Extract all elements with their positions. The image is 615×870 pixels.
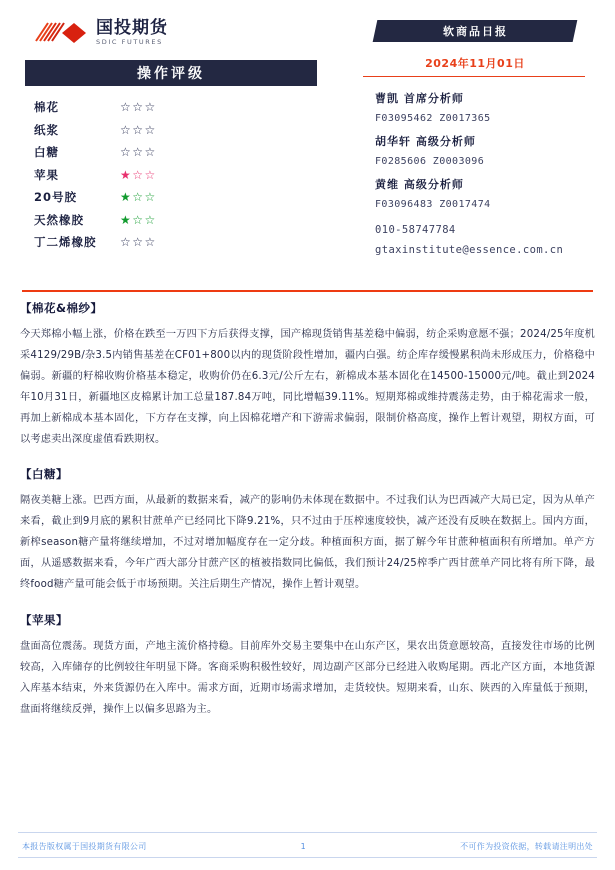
section-title: 【苹果】 xyxy=(20,612,68,627)
report-section xyxy=(18,612,597,721)
star-empty-icon: ☆ xyxy=(144,190,157,205)
rating-row-label: 纸浆 xyxy=(34,122,59,137)
header-divider xyxy=(22,290,593,292)
footer-disclaimer: 不可作为投资依据，转载请注明出处 xyxy=(460,842,593,851)
contact-phone: 010-58747784 xyxy=(375,224,456,236)
rating-row-label: 白糖 xyxy=(34,145,59,160)
section-title: 【白糖】 xyxy=(20,467,68,482)
star-empty-icon: ☆ xyxy=(120,145,133,160)
report-title-banner xyxy=(373,20,578,42)
rating-row-label: 20号胶 xyxy=(34,190,78,205)
star-empty-icon: ☆ xyxy=(132,167,145,182)
report-section xyxy=(18,466,597,596)
star-empty-icon: ☆ xyxy=(144,235,157,250)
contact-block xyxy=(375,224,593,256)
analyst-name: 曹凯 首席分析师 xyxy=(375,92,464,105)
rating-panel-title: 操作评级 xyxy=(25,60,317,86)
rating-stars xyxy=(120,213,157,227)
rating-stars xyxy=(120,235,157,249)
analyst-list xyxy=(375,90,593,210)
section-title: 【棉花&棉纱】 xyxy=(20,301,103,315)
rating-stars xyxy=(120,190,157,204)
rating-stars xyxy=(120,100,157,114)
rating-list xyxy=(34,96,322,254)
rating-row-label: 苹果 xyxy=(34,167,59,182)
star-empty-icon: ☆ xyxy=(144,167,157,182)
star-empty-icon: ☆ xyxy=(132,122,145,137)
star-empty-icon: ☆ xyxy=(144,212,157,227)
rating-row-label: 棉花 xyxy=(34,100,59,115)
section-body: 今天郑棉小幅上涨，价格在跌至一万四下方后获得支撑，国产棉现货销售基差稳中偏弱，纺企采购意愿不强；2024/25年度机采4129/29B/杂3.5内销售基差在CF01+800以内的现货阶段性增加，疆内白强。纺企库存缓慢累积尚未形成压力，价格稳中偏弱。新疆的籽棉收购价格基本稳定，收购价仍在6.3元/公斤左右，新棉成本基本固化在14500-15000元/吨。截止到2024年10月31日，新疆地区皮棉累计加工总量187.84万吨，同比增幅39.11%。短期郑棉或维持震荡走势，由于棉花需求一般，再加上新棉成本基本固化，下方存在支撑，向上因棉花增产和下游需求偏弱，限制价格高度，操作上暂计观望，期权方面，可以考虑卖出深度虚值看跌期权。 xyxy=(20,329,595,445)
brand-name-cn: 国投期货 xyxy=(96,18,168,39)
date-divider xyxy=(363,76,585,77)
star-empty-icon: ☆ xyxy=(132,100,145,115)
analyst-name: 黄维 高级分析师 xyxy=(375,178,464,191)
page-footer xyxy=(18,832,597,858)
rating-row xyxy=(34,141,322,164)
report-content xyxy=(0,300,615,737)
rating-stars xyxy=(120,168,157,182)
analyst-license-code: F0285606 Z0003096 xyxy=(375,156,485,167)
rating-stars xyxy=(120,123,157,137)
report-date: 2024年11月01日 xyxy=(425,57,525,70)
rating-stars xyxy=(120,145,157,159)
analyst-license-code: F03096483 Z0017474 xyxy=(375,199,491,210)
star-filled-icon: ★ xyxy=(120,190,133,205)
brand-logo xyxy=(34,18,322,48)
report-banner-wrap xyxy=(375,20,575,42)
brand-text xyxy=(96,20,168,46)
footer-divider-bottom xyxy=(18,857,597,858)
footer-page-number: 1 xyxy=(300,842,307,851)
star-empty-icon: ☆ xyxy=(120,235,133,250)
star-empty-icon: ☆ xyxy=(132,190,145,205)
rating-row xyxy=(34,164,322,187)
contact-email[interactable]: gtaxinstitute@essence.com.cn xyxy=(375,244,564,256)
star-empty-icon: ☆ xyxy=(144,145,157,160)
rating-row-label: 天然橡胶 xyxy=(34,212,84,227)
analyst-license-code: F03095462 Z0017365 xyxy=(375,113,491,124)
rating-row xyxy=(34,96,322,119)
star-empty-icon: ☆ xyxy=(120,122,133,137)
rating-row xyxy=(34,209,322,232)
header-right-column xyxy=(363,14,593,264)
star-empty-icon: ☆ xyxy=(144,100,157,115)
section-body: 隔夜美糖上涨。巴西方面，从最新的数据来看，减产的影响仍未体现在数据中。不过我们认为巴西减产大局已定，因为从单产来看，截止到9月底的累积甘蔗单产已经同比下降9.21%，只不过由于压榨速度较快，减产还没有反映在数据上。国内方面，新榨season糖产量将继续增加，不过对增加幅度存在一定分歧。种植面积方面，据了解今年甘蔗种植面积有所增加。单产方面，从遥感数据来看，今年广西大部分甘蔗产区的植被指数同比偏低，我们预计24/25榨季广西甘蔗单产同比将有所下降，最终food糖产量可能会低于市场预期。关注后期生产情况，操作上暂计观望。 xyxy=(20,495,595,591)
report-section xyxy=(18,300,597,450)
star-empty-icon: ☆ xyxy=(144,122,157,137)
header-left-column xyxy=(22,14,322,254)
rating-row xyxy=(34,186,322,209)
report-header xyxy=(0,0,615,280)
rating-row-label: 丁二烯橡胶 xyxy=(34,235,97,250)
star-empty-icon: ☆ xyxy=(120,100,133,115)
star-empty-icon: ☆ xyxy=(132,235,145,250)
rating-row xyxy=(34,231,322,254)
star-empty-icon: ☆ xyxy=(132,212,145,227)
report-title: 软商品日报 xyxy=(442,25,508,38)
rating-row xyxy=(34,119,322,142)
section-body: 盘面高位震荡。现货方面，产地主流价格持稳。目前库外交易主要集中在山东产区，果农出货意愿较高，直接发往市场的比例较高，入库储存的比例较往年明显下降。客商采购积极性较好，周边副产区部分已经进入收购尾期。西北产区方面，本地货源入库基本结束，外来货源仍在入库中。需求方面，近期市场需求增加，走货较快。短期来看，山东、陕西的入库量低于预期，盘面将继续反弹，操作上以偏多思路为主。 xyxy=(20,640,595,715)
star-filled-icon: ★ xyxy=(120,167,133,182)
brand-name-en: SDIC FUTURES xyxy=(96,38,163,47)
analyst-name: 胡华轩 高级分析师 xyxy=(375,135,476,148)
footer-copyright: 本报告版权属于国投期货有限公司 xyxy=(22,842,147,851)
star-filled-icon: ★ xyxy=(120,212,133,227)
star-empty-icon: ☆ xyxy=(132,145,145,160)
sdic-diamond-logo-icon xyxy=(34,21,90,45)
